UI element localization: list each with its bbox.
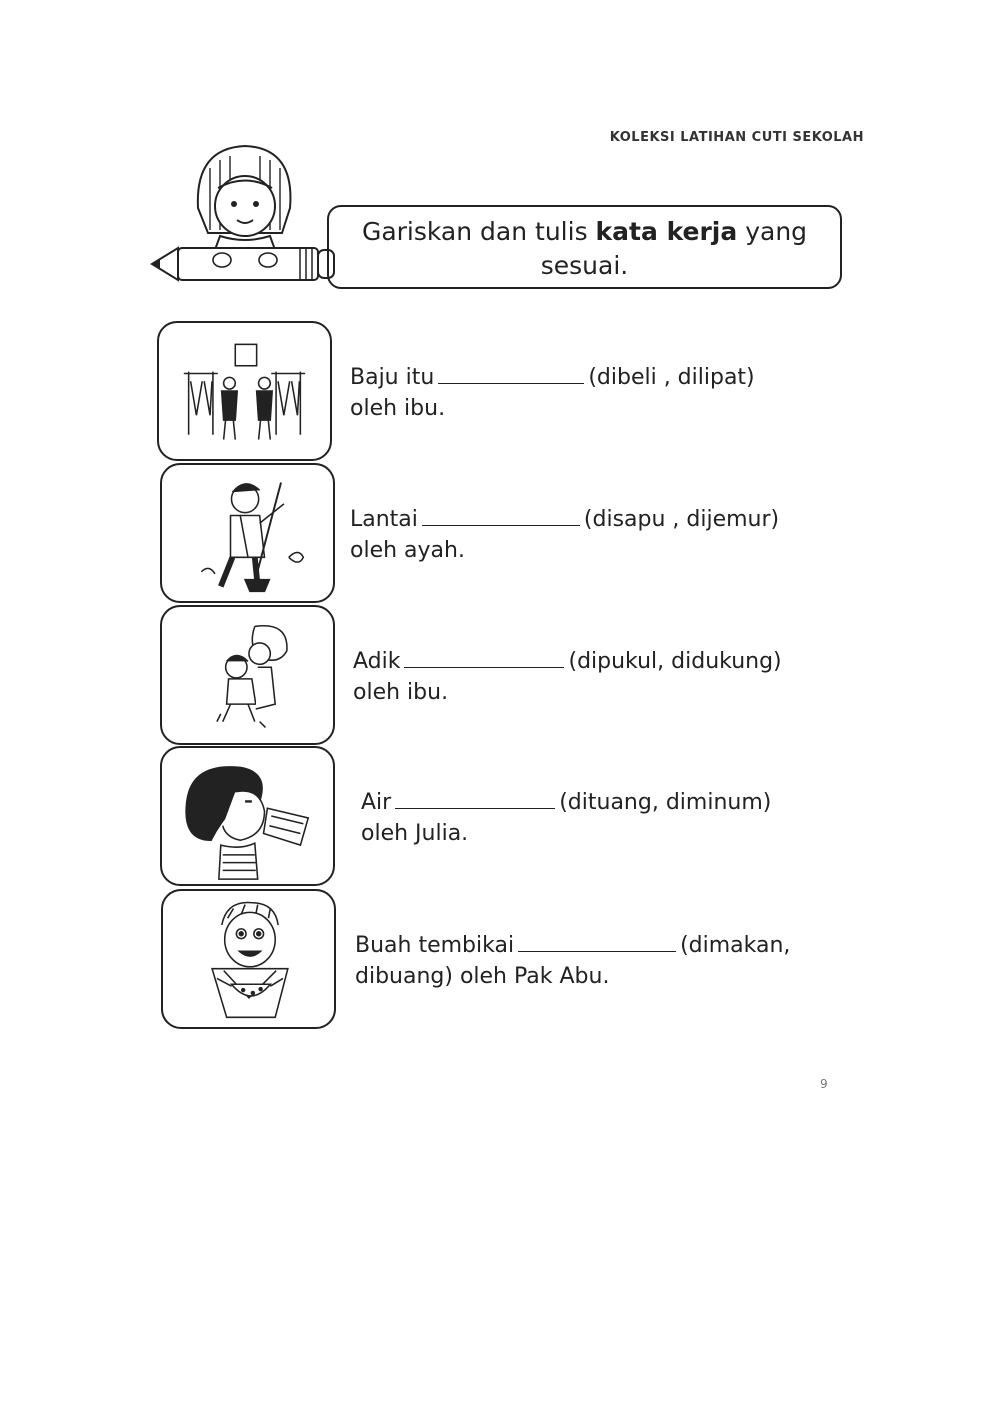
mother-carrying-child-icon [160,605,335,745]
question-options: (dimakan, [680,933,791,958]
question-subject: Air [361,790,392,815]
girl-with-pencil-icon [150,138,340,288]
question-row-5 [0,889,1000,1031]
question-options: (dibeli , dilipat) [588,365,755,390]
question-ending: oleh ibu. [350,396,446,421]
answer-blank[interactable] [422,505,580,526]
question-text-5 [355,930,845,992]
question-options: (dipukul, didukung) [568,649,782,674]
instruction-text-part2: yang [745,217,808,246]
worksheet-header: KOLEKSI LATIHAN CUTI SEKOLAH [609,130,864,145]
question-options: (disapu , dijemur) [583,507,780,532]
question-options: (dituang, diminum) [559,790,772,815]
question-subject: Buah tembikai [355,933,515,958]
instruction-text-part3: sesuai. [540,251,629,280]
answer-blank[interactable] [395,788,555,809]
answer-blank[interactable] [404,647,564,668]
question-row-2 [0,463,1000,605]
answer-blank[interactable] [438,363,584,384]
answer-blank[interactable] [518,931,676,952]
page-number: 9 [820,1077,828,1091]
instruction-bold-text: kata kerja [595,217,738,246]
question-text-2 [350,504,840,566]
question-subject: Baju itu [350,365,435,390]
question-row-1 [0,321,1000,463]
question-ending: oleh Julia. [361,821,469,846]
question-ending: oleh ibu. [353,680,449,705]
man-sweeping-icon [160,463,335,603]
question-text-3 [353,646,843,708]
question-subject: Adik [353,649,401,674]
question-subject: Lantai [350,507,418,532]
question-text-4 [361,787,851,849]
question-row-3 [0,605,1000,747]
question-ending: dibuang) oleh Pak Abu. [355,964,610,989]
clothes-shop-icon [157,321,332,461]
instruction-box [327,205,842,289]
question-row-4 [0,746,1000,888]
question-text-1 [350,362,840,424]
girl-drinking-icon [160,746,335,886]
boy-eating-watermelon-icon [161,889,336,1029]
question-ending: oleh ayah. [350,538,465,563]
instruction-text-part1: Gariskan dan tulis [361,217,588,246]
